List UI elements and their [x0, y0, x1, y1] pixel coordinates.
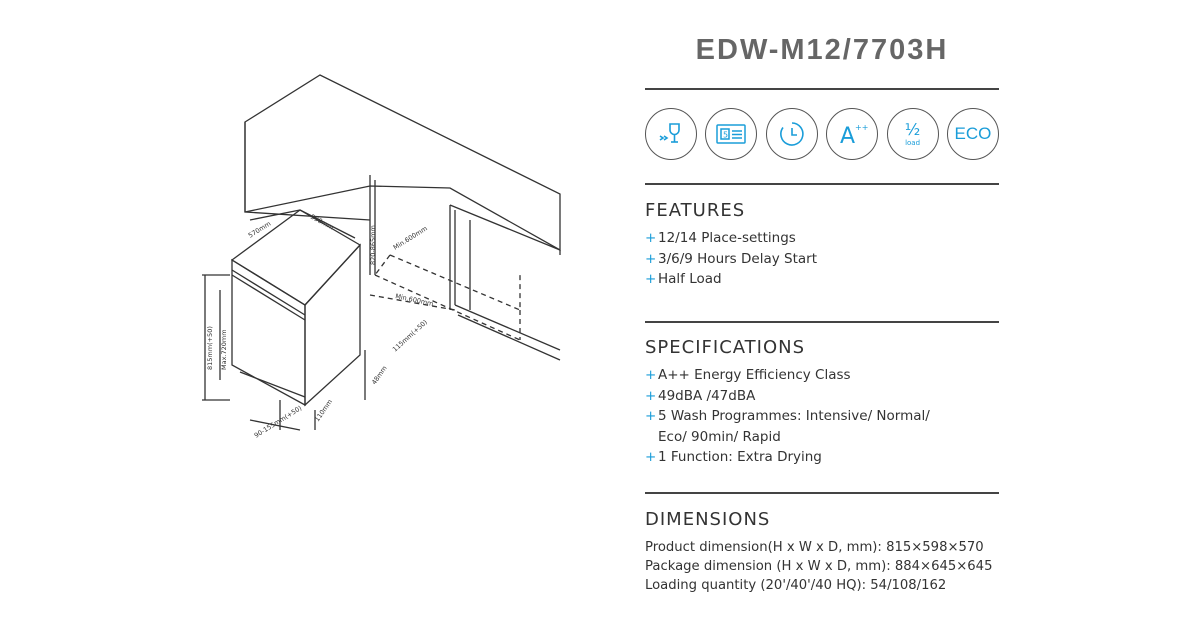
- list-item: + 12/14 Place-settings: [645, 230, 796, 246]
- label-plinth-range: 115mm(+50): [390, 318, 429, 354]
- features-list: [645, 228, 817, 290]
- dimension-line: Product dimension(H x W x D, mm): 815×598×570: [645, 540, 984, 555]
- half-load-fraction: ½: [904, 119, 921, 139]
- eco-icon: [947, 108, 999, 160]
- label-depth: 570mm: [246, 219, 273, 240]
- half-load-label: load: [905, 138, 921, 147]
- label-height-total: 815mm(+50): [206, 326, 214, 370]
- dimension-line: Package dimension (H x W x D, mm): 884×645×645: [645, 559, 993, 574]
- label-height-range: 820-865mm: [369, 225, 377, 265]
- label-min-depth-top: Min.600mm: [391, 224, 429, 252]
- list-item: Eco/ 90min/ Rapid: [658, 428, 781, 445]
- label-min-depth-floor: Min.600mm: [394, 292, 435, 308]
- cabinet-outline: [245, 75, 560, 250]
- rinse-aid-icon: [645, 108, 697, 160]
- specifications-heading: SPECIFICATIONS: [645, 337, 806, 358]
- svg-text:++: ++: [855, 123, 869, 132]
- divider: [645, 88, 999, 90]
- installation-diagram: [190, 60, 590, 460]
- dishwasher-top: [232, 210, 360, 305]
- dimensions-list: [645, 538, 992, 595]
- feature-icon-row: [645, 108, 999, 164]
- dimensions-heading: DIMENSIONS: [645, 509, 771, 530]
- divider: [645, 492, 999, 494]
- svg-text:5: 5: [723, 130, 729, 140]
- specifications-list: [645, 365, 930, 468]
- list-item: + 5 Wash Programmes: Intensive/ Normal/: [645, 408, 930, 424]
- list-item: + 3/6/9 Hours Delay Start: [645, 250, 817, 267]
- divider: [645, 321, 999, 323]
- list-item: + 49dBA /47dBA: [645, 387, 756, 404]
- delay-timer-icon: [766, 108, 818, 160]
- list-item: + 1 Function: Extra Drying: [645, 449, 822, 465]
- label-toe-gap: 48mm: [370, 364, 389, 387]
- program-display-icon: [705, 108, 757, 160]
- list-item: + A++ Energy Efficiency Class: [645, 367, 851, 383]
- label-max-height: Max.720mm: [220, 329, 228, 370]
- energy-class-icon: [826, 108, 878, 160]
- label-width: 598mm: [309, 212, 335, 232]
- model-title: EDW-M12/7703H: [695, 34, 949, 66]
- eco-label: ECO: [954, 124, 992, 143]
- divider: [645, 183, 999, 185]
- dishwasher-side: [305, 245, 360, 405]
- label-door-clearance: 90-155mm(+50): [252, 404, 304, 440]
- label-plinth: 110mm: [313, 398, 335, 424]
- svg-text:A: A: [840, 124, 856, 149]
- half-load-icon: [887, 108, 939, 160]
- dimension-line: Loading quantity (20'/40'/40 HQ): 54/108/162: [645, 578, 947, 593]
- list-item: + Half Load: [645, 271, 722, 287]
- features-heading: FEATURES: [645, 200, 746, 221]
